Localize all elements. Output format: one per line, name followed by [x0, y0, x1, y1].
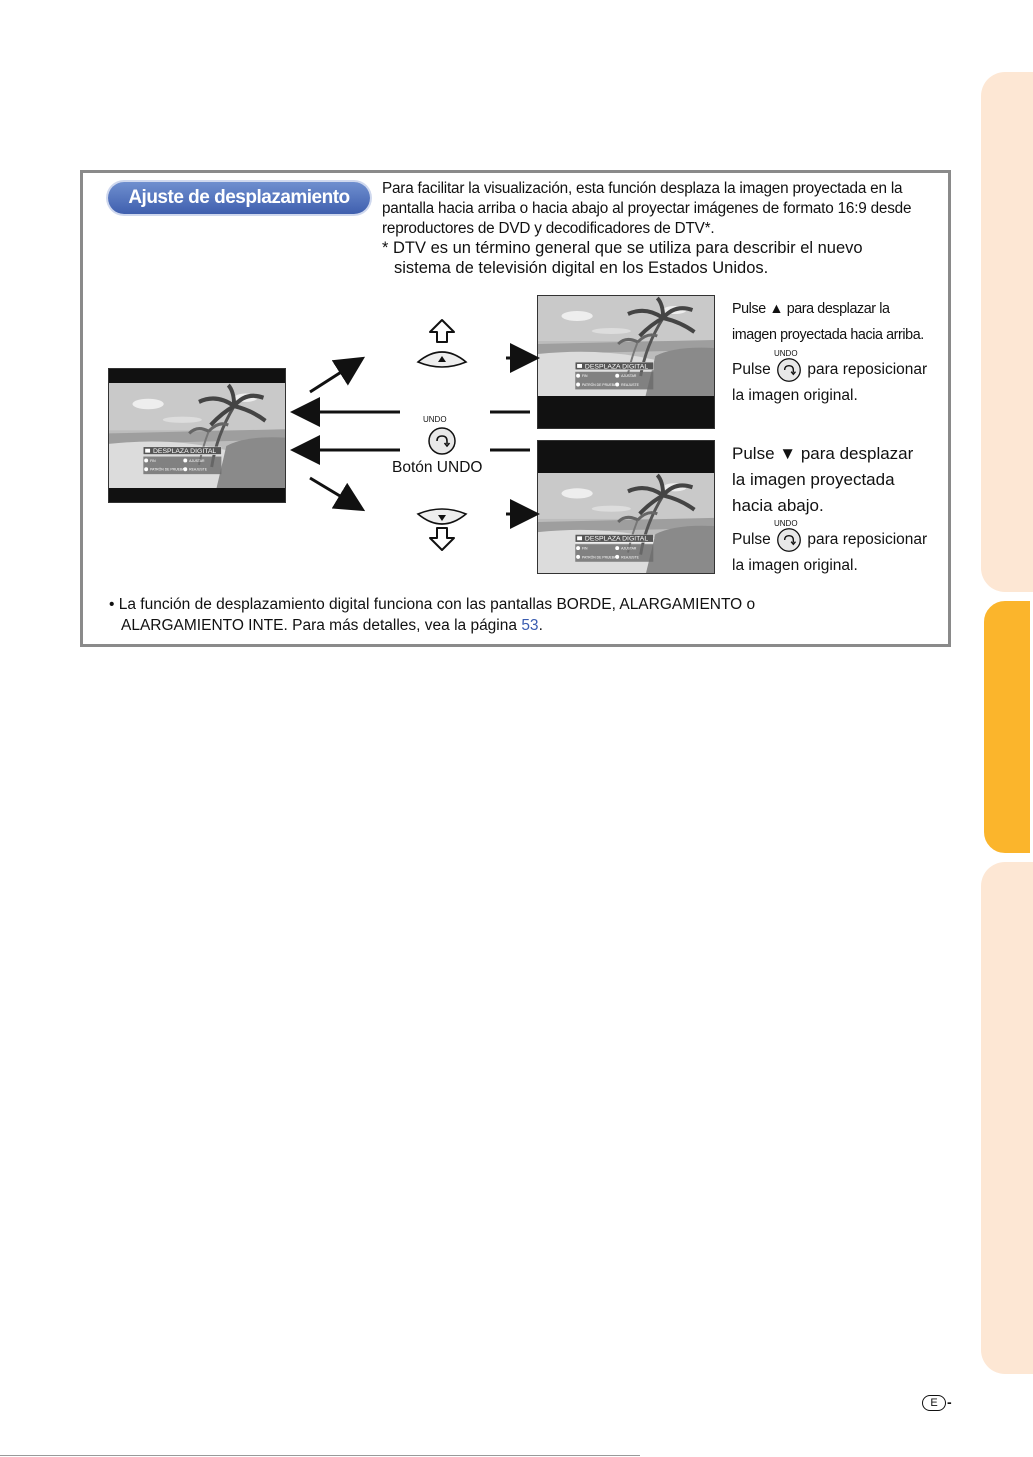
- shifted-down-screen: [537, 440, 715, 574]
- osd-ajustar: AJUSTAR: [189, 458, 205, 463]
- down-instruction-line3: hacia abajo.: [732, 496, 824, 515]
- undo-label: UNDO: [423, 415, 447, 424]
- up-reset-pulse: Pulse: [732, 361, 771, 379]
- osd-reajuste: REAJUSTE: [621, 555, 639, 560]
- undo-icon: [776, 357, 802, 383]
- shifted-up-screen: [537, 295, 715, 429]
- osd-fin: FIN: [150, 458, 156, 463]
- arrow-to-down: [310, 478, 360, 508]
- footnote-line1: • La función de desplazamiento digital funciona con las pantallas BORDE, ALARGAMIENTO o: [109, 596, 756, 613]
- footnote-line2-wrap: [109, 615, 929, 636]
- bottom-rule: [0, 1455, 640, 1456]
- side-tab-active: [981, 598, 1033, 856]
- side-tab-bottom: [981, 862, 1033, 1374]
- page-link[interactable]: 53: [521, 617, 539, 634]
- undo-label-up: UNDO: [774, 349, 798, 358]
- osd-reajuste: REAJUSTE: [189, 467, 207, 472]
- up-line1-rest: para desplazar la: [786, 301, 890, 317]
- dtv-note-line2: sistema de televisión digital en los Estados Unidos.: [394, 259, 769, 277]
- dtv-note: [382, 238, 942, 278]
- down-line1-rest: para desplazar: [800, 444, 914, 463]
- osd-ajustar: AJUSTAR: [621, 546, 637, 551]
- osd-title: DESPLAZA DIGITAL: [584, 363, 649, 371]
- osd-title: DESPLAZA DIGITAL: [584, 535, 649, 543]
- down-button[interactable]: [418, 509, 466, 524]
- down-pulse-text: Pulse: [732, 444, 775, 463]
- down-reset-rest: para reposicionar: [807, 531, 928, 549]
- dtv-note-line1: * DTV es un término general que se utiliza para describir el nuevo: [382, 239, 863, 257]
- side-tab-top: [981, 72, 1033, 592]
- osd-patron: PATRÓN DE PRUEBA: [582, 382, 617, 387]
- down-arrow-icon: [430, 528, 454, 550]
- page-dash: -: [947, 1394, 952, 1410]
- undo-icon: [776, 527, 802, 553]
- up-arrow-icon: [430, 320, 454, 342]
- flow-diagram: [280, 310, 540, 560]
- osd-title: DESPLAZA DIGITAL: [153, 448, 217, 456]
- up-pulse-text: Pulse: [732, 301, 766, 317]
- up-instruction-line2: imagen proyectada hacia arriba.: [732, 327, 924, 343]
- arrow-to-up: [310, 360, 360, 392]
- intro-text: Para facilitar la visualización, esta función desplaza la imagen proyectada en la pantalla hacia arriba o hacia abajo al proyectar imágenes de formato 16:9 desde reproductores de DVD y decodificadores de DTV*.: [382, 180, 912, 237]
- osd-patron: PATRÓN DE PRUEBA: [582, 555, 617, 560]
- footnote: [109, 594, 929, 636]
- up-instruction-line1: [732, 296, 890, 322]
- osd-patron: PATRÓN DE PRUEBA: [150, 467, 185, 472]
- up-reset-line1: [732, 357, 927, 383]
- osd-fin: FIN: [582, 374, 588, 379]
- down-reset-line2: la imagen original.: [732, 557, 858, 574]
- down-reset-line1: [732, 527, 927, 553]
- down-reset-pulse: Pulse: [732, 531, 771, 549]
- undo-button[interactable]: [429, 428, 455, 454]
- osd-fin: FIN: [582, 546, 588, 551]
- up-reset-line2: la imagen original.: [732, 387, 858, 404]
- undo-button-caption: Botón UNDO: [392, 459, 483, 476]
- osd-reajuste: REAJUSTE: [621, 382, 639, 387]
- down-instruction-line1: [732, 441, 913, 467]
- undo-label-down: UNDO: [774, 519, 798, 528]
- down-instruction-line2: la imagen proyectada: [732, 470, 895, 489]
- footnote-end: .: [538, 617, 543, 634]
- original-screen: [108, 368, 286, 503]
- up-triangle-icon: ▲: [769, 301, 784, 317]
- up-reset-rest: para reposicionar: [807, 361, 928, 379]
- section-title: Ajuste de desplazamiento digital: [108, 182, 370, 214]
- footnote-line2: ALARGAMIENTO INTE. Para más detalles, vea la página: [121, 617, 517, 634]
- up-button[interactable]: [418, 352, 466, 367]
- osd-ajustar: AJUSTAR: [621, 374, 637, 379]
- language-badge: E: [922, 1395, 946, 1411]
- down-triangle-icon: ▼: [779, 444, 797, 463]
